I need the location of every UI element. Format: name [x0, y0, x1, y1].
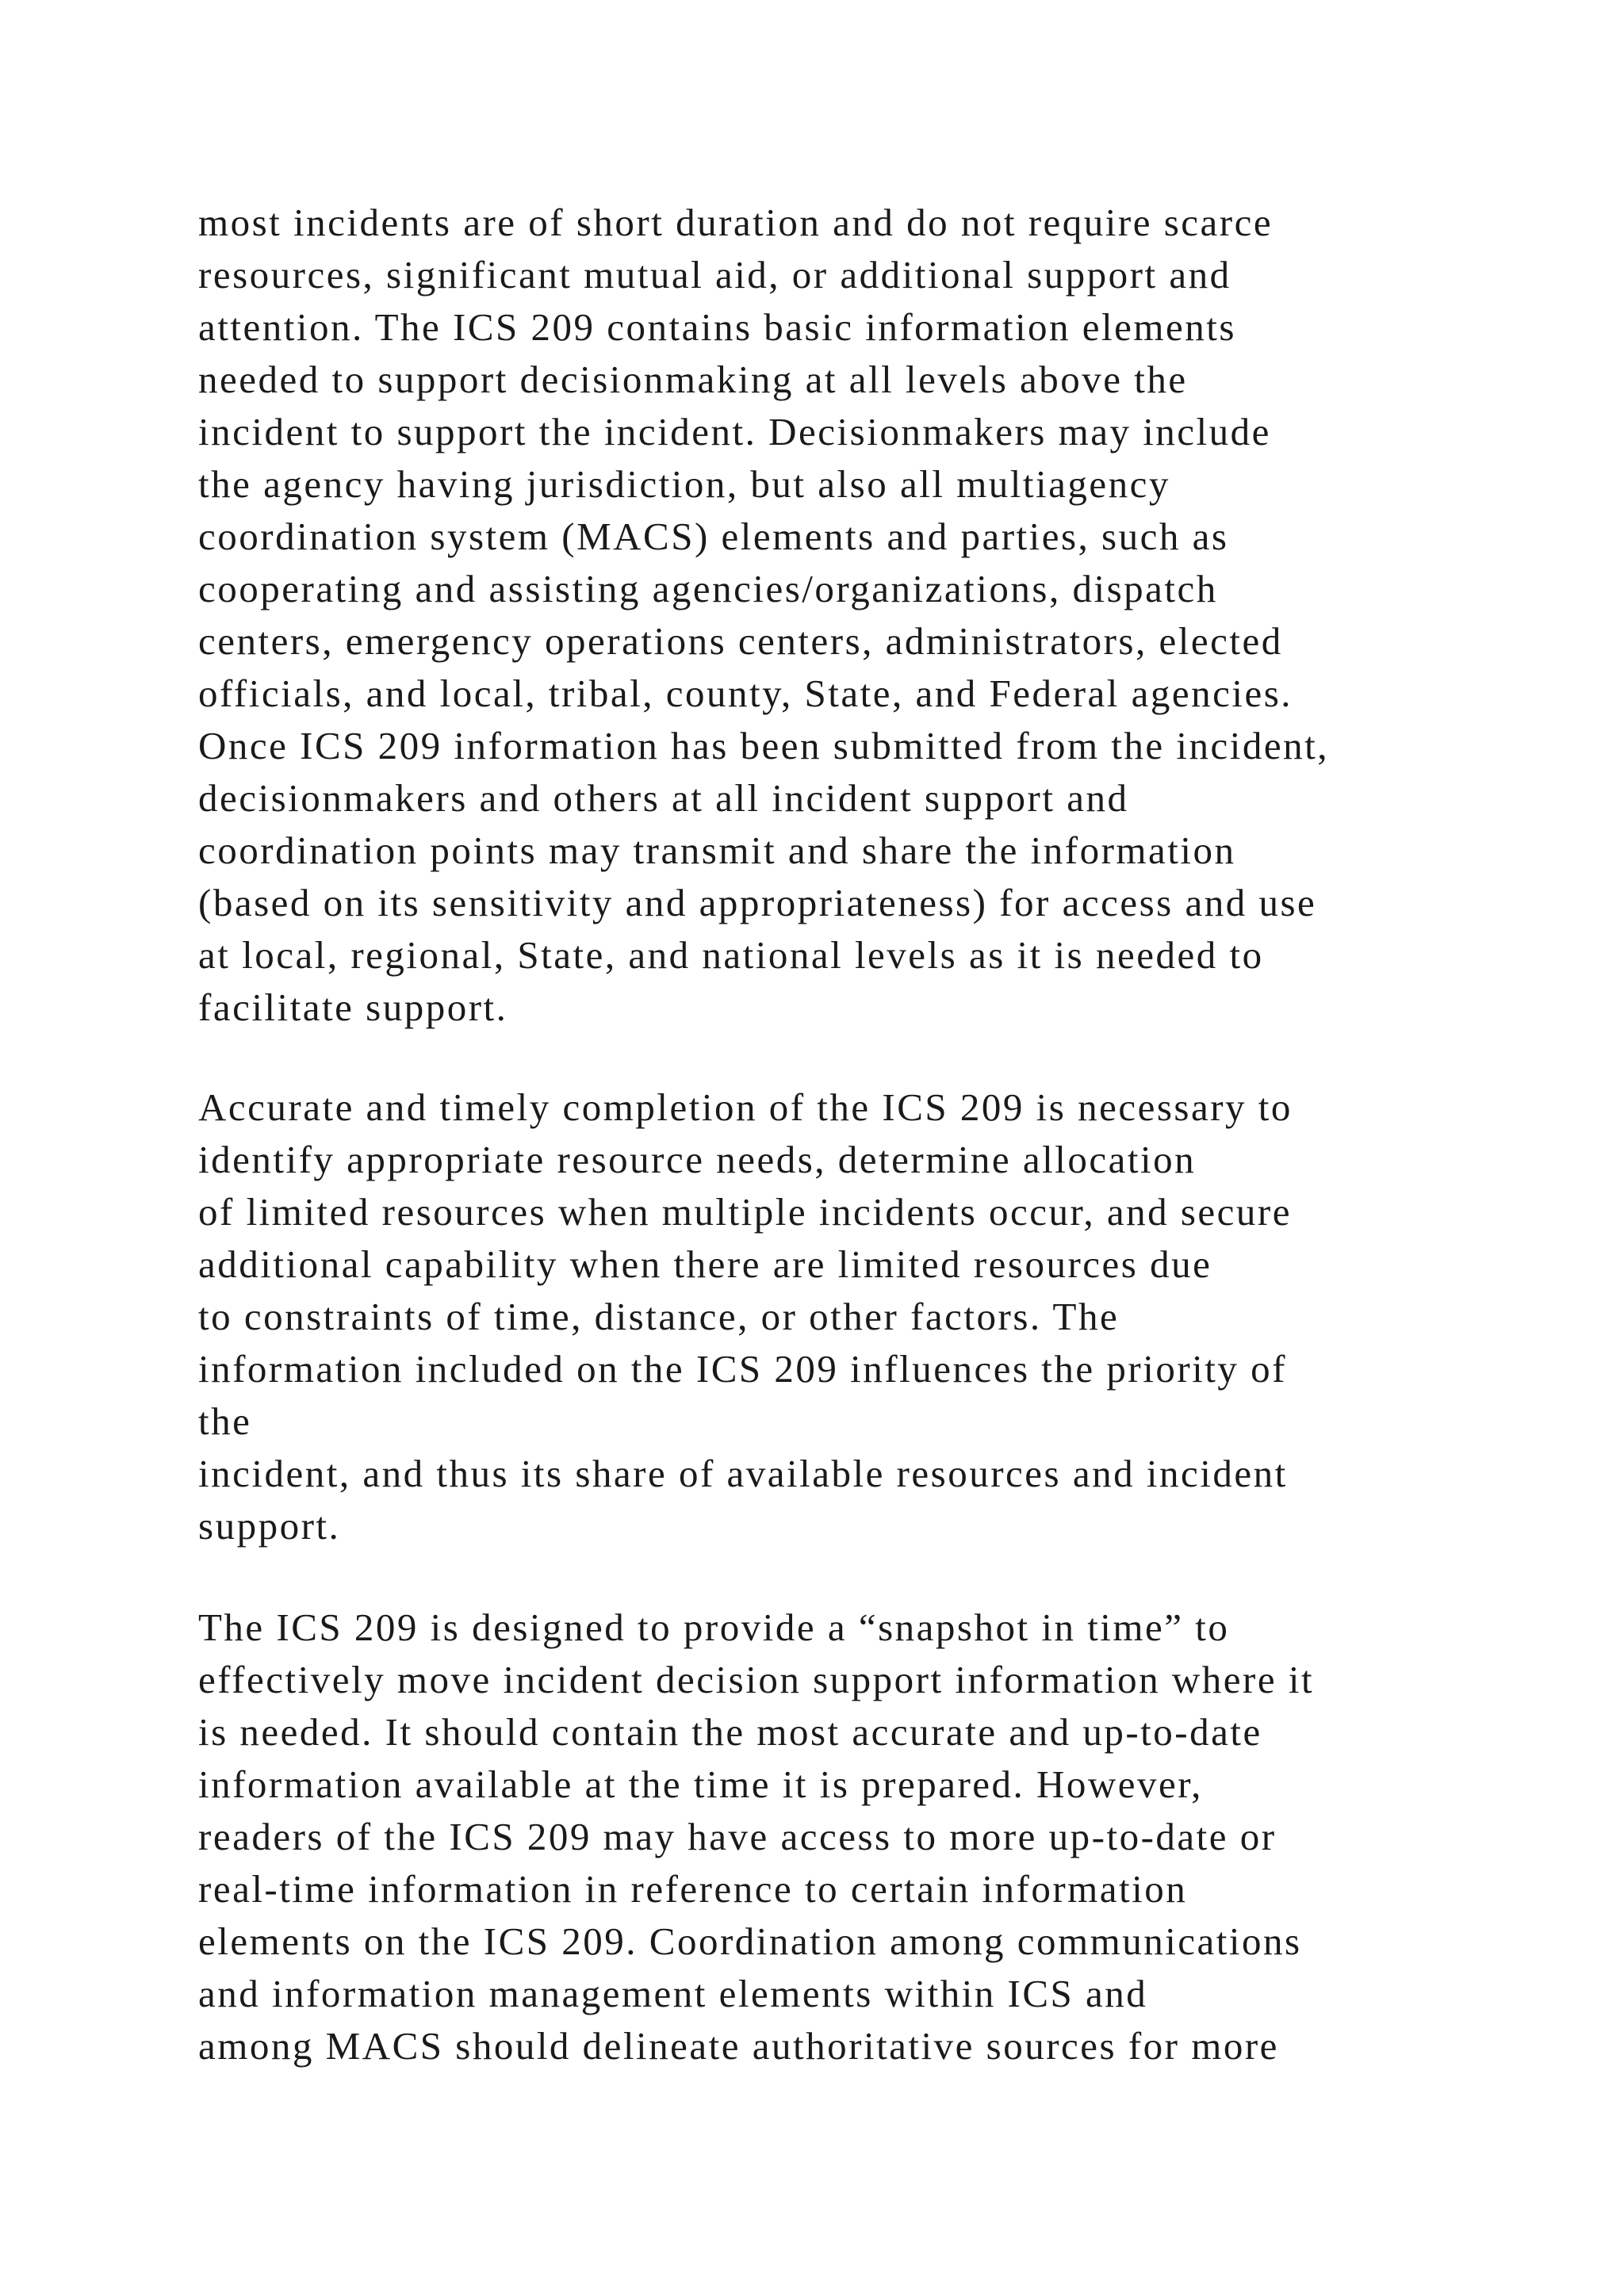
text-line: additional capability when there are limited resources due — [198, 1242, 1212, 1286]
text-line: the agency having jurisdiction, but also all multiagency — [198, 462, 1170, 506]
text-line: elements on the ICS 209. Coordination among communications — [198, 1919, 1302, 1963]
text-line: The ICS 209 is designed to provide a “snapshot in time” to — [198, 1605, 1230, 1649]
text-line: coordination system (MACS) elements and parties, such as — [198, 515, 1229, 558]
text-line: information included on the ICS 209 influences the priority of — [198, 1347, 1287, 1391]
text-line: coordination points may transmit and share the information — [198, 828, 1236, 872]
text-line: needed to support decisionmaking at all levels above the — [198, 358, 1188, 401]
paragraph-snapshot-in-time — [198, 1601, 1546, 2072]
text-line: is needed. It should contain the most accurate and up-to-date — [198, 1710, 1262, 1754]
text-line: identify appropriate resource needs, determine allocation — [198, 1138, 1197, 1181]
text-line: Once ICS 209 information has been submitted from the incident, — [198, 724, 1330, 767]
text-line: effectively move incident decision support information where it — [198, 1658, 1315, 1701]
text-line: centers, emergency operations centers, administrators, elected — [198, 619, 1283, 663]
text-line: resources, significant mutual aid, or additional support and — [198, 253, 1231, 297]
text-line: most incidents are of short duration and do not require scarce — [198, 201, 1274, 244]
text-line: the — [198, 1399, 252, 1443]
text-line: cooperating and assisting agencies/organizations, dispatch — [198, 567, 1218, 610]
text-line: of limited resources when multiple incidents occur, and secure — [198, 1190, 1292, 1234]
text-line: support. — [198, 1504, 341, 1548]
text-line: real-time information in reference to certain information — [198, 1867, 1188, 1911]
text-line: to constraints of time, distance, or other factors. The — [198, 1295, 1120, 1338]
text-line: officials, and local, tribal, county, State, and Federal agencies. — [198, 672, 1293, 715]
text-line: at local, regional, State, and national levels as it is needed to — [198, 933, 1264, 977]
text-line: decisionmakers and others at all incident support and — [198, 776, 1129, 820]
text-line: and information management elements within ICS and — [198, 1972, 1148, 2015]
text-line: (based on its sensitivity and appropriateness) for access and use — [198, 881, 1317, 924]
paragraph-ics209-purpose — [198, 197, 1546, 1034]
text-line: readers of the ICS 209 may have access to more up-to-date or — [198, 1815, 1277, 1858]
text-line: Accurate and timely completion of the ICS 209 is necessary to — [198, 1085, 1293, 1129]
text-line: incident to support the incident. Decisionmakers may include — [198, 410, 1271, 453]
paragraph-timely-completion — [198, 1081, 1546, 1552]
text-line: information available at the time it is prepared. However, — [198, 1762, 1203, 1806]
text-line: among MACS should delineate authoritative sources for more — [198, 2024, 1279, 2068]
text-line: facilitate support. — [198, 985, 508, 1029]
text-line: incident, and thus its share of available resources and incident — [198, 1452, 1288, 1495]
text-line: attention. The ICS 209 contains basic information elements — [198, 305, 1236, 349]
